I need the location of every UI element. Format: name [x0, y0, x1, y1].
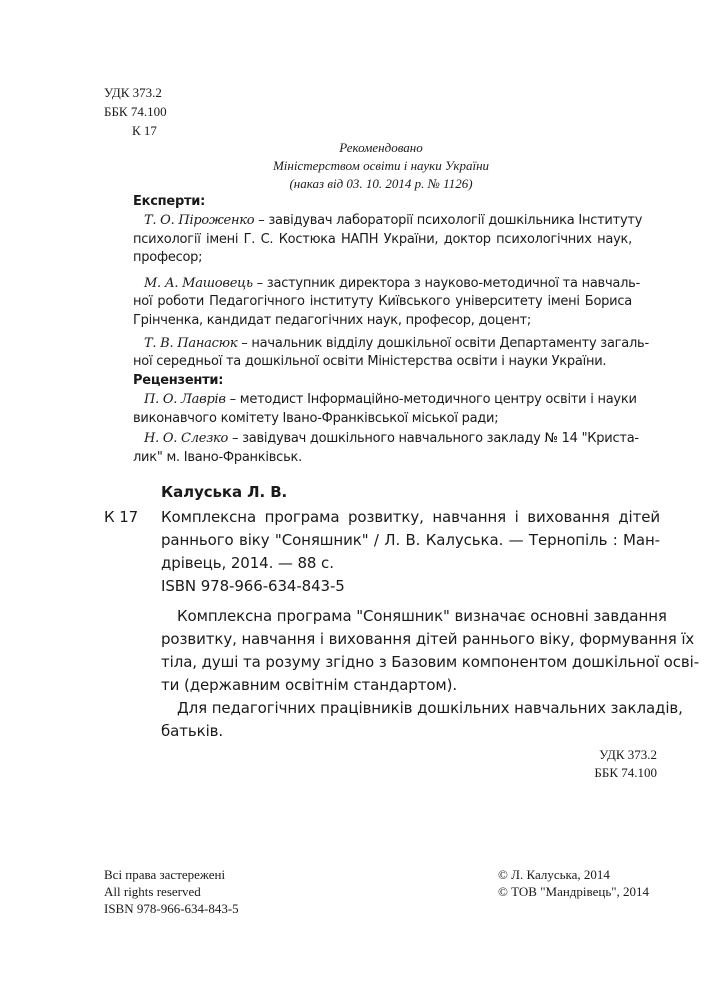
- bbk-code-bottom: ББК 74.100: [594, 765, 657, 780]
- expert-1-name: Т. О. Піроженко: [144, 213, 255, 228]
- reviewers-heading: Рецензенти:: [133, 373, 224, 388]
- udk-code-bottom: УДК 373.2: [599, 747, 657, 762]
- expert-3-name: Т. В. Панасюк: [144, 336, 238, 351]
- annotation-line-6: батьків.: [161, 722, 224, 740]
- annotation-line-5: Для педагогічних працівників дошкільних навчальних закладів,: [177, 699, 683, 717]
- recommendation-line-2: Міністерством освіти і науки України: [272, 158, 490, 173]
- bib-line-1: Комплексна програма розвитку, навчання і виховання дітей: [161, 508, 660, 526]
- udk-code: УДК 373.2: [104, 85, 162, 100]
- expert-2-line-1: М. А. Машовець – заступник директора з науково-методичної та навчаль-: [144, 276, 641, 291]
- reviewer-2-line-1: Н. О. Слезко – завідувач дошкільного навчального закладу № 14 "Криста-: [144, 431, 639, 446]
- expert-3-line-1: Т. В. Панасюк – начальник відділу дошкільної освіти Департаменту загаль-: [144, 336, 649, 351]
- isbn-main: ISBN 978-966-634-843-5: [161, 577, 345, 595]
- annotation-line-3: тіла, душі та розуму згідно з Базовим компонентом дошкільної осві-: [161, 653, 700, 671]
- annotation-line-1: Комплексна програма "Соняшник" визначає основні завдання: [177, 607, 667, 625]
- annotation-line-2: розвитку, навчання і виховання дітей раннього віку, формування їх: [161, 630, 695, 648]
- rights-english: All rights reserved: [104, 884, 201, 899]
- author-sign: К 17: [132, 123, 157, 138]
- expert-1-line-3: професор;: [133, 250, 203, 265]
- copyright-author: © Л. Калуська, 2014: [498, 867, 610, 882]
- bbk-code: ББК 74.100: [104, 104, 167, 119]
- bib-line-3: дрівець, 2014. — 88 с.: [161, 554, 334, 572]
- catalog-sign: К 17: [104, 508, 139, 526]
- expert-2-line-2: ної роботи Педагогічного інституту Київського університету імені Бориса: [133, 294, 632, 309]
- recommendation-line-3: (наказ від 03. 10. 2014 р. № 1126): [289, 176, 473, 191]
- reviewer-1-line-1: П. О. Лаврів – методист Інформаційно-методичного центру освіти і науки: [144, 392, 637, 407]
- isbn-footer: ISBN 978-966-634-843-5: [104, 901, 239, 916]
- recommendation-line-1: Рекомендовано: [339, 140, 423, 155]
- rights-ukrainian: Всі права застережені: [104, 867, 226, 882]
- expert-1-line-2: психології імені Г. С. Костюка НАПН України, доктор психологічних наук,: [133, 232, 632, 247]
- expert-2-line-3: Грінченка, кандидат педагогічних наук, професор, доцент;: [133, 313, 532, 328]
- author-name: Калуська Л. В.: [161, 483, 288, 501]
- reviewer-1-line-2: виконавчого комітету Івано-Франківської міської ради;: [133, 411, 499, 426]
- reviewer-1-name: П. О. Лаврів: [144, 392, 226, 407]
- expert-2-name: М. А. Машовець: [144, 276, 253, 291]
- reviewer-2-name: Н. О. Слезко: [144, 431, 229, 446]
- reviewer-2-line-2: лик" м. Івано-Франківськ.: [133, 450, 302, 465]
- bib-line-2: раннього віку "Соняшник" / Л. В. Калуська. — Тернопіль : Ман-: [161, 531, 660, 549]
- annotation-line-4: ти (державним освітнім стандартом).: [161, 676, 458, 694]
- experts-heading: Експерти:: [133, 194, 206, 209]
- expert-1-line-1: Т. О. Піроженко – завідувач лабораторії психології дошкільника Інституту: [144, 213, 643, 228]
- copyright-publisher: © ТОВ "Мандрівець", 2014: [498, 884, 650, 899]
- expert-3-line-2: ної середньої та дошкільної освіти Міністерства освіти і науки України.: [133, 354, 607, 369]
